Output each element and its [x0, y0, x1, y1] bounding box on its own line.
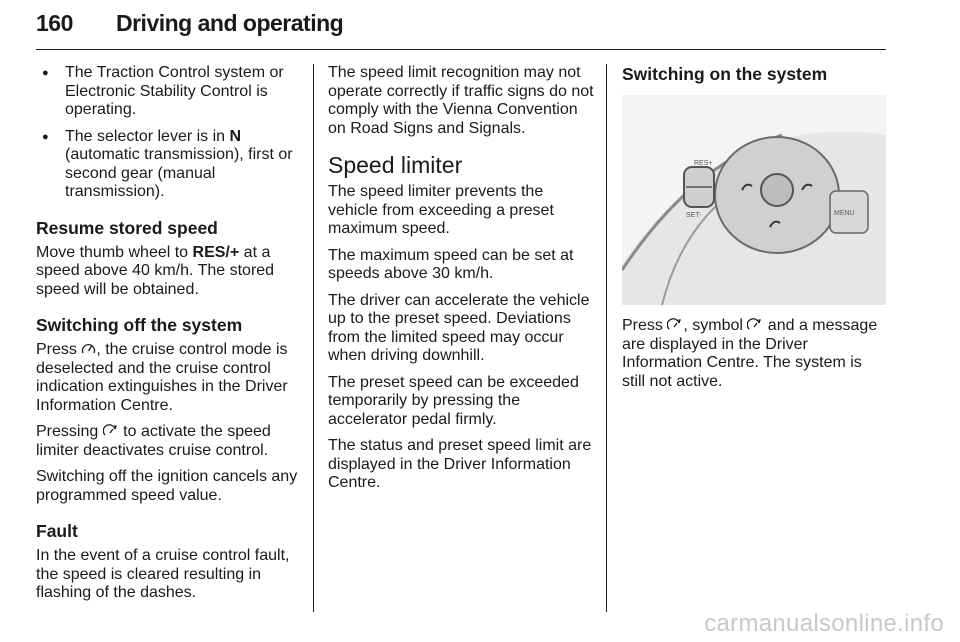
column-1 — [36, 64, 304, 611]
switching-on-paragraph: Press , symbol and a message are displayed in the Driver Information Centre. The system is still not active. — [622, 317, 878, 390]
condition-list — [36, 64, 304, 202]
cruise-control-icon — [81, 342, 96, 355]
fault-heading: Fault — [36, 521, 78, 541]
speed-limiter-heading: Speed limiter — [328, 152, 463, 178]
recognition-paragraph: The speed limit recognition may not operate correctly if traffic signs do not comply with the Vienna Convention on Road Signs and Signals. — [328, 64, 594, 137]
steering-wheel-controls-figure — [622, 95, 886, 305]
list-item: ● The selector lever is in N (automatic transmission), first or second gear (manual transmission). — [36, 128, 304, 202]
switching-on-heading: Switching on the system — [622, 64, 828, 84]
speed-limiter-icon — [103, 424, 119, 437]
limiter-paragraph: The speed limiter prevents the vehicle from exceeding a preset maximum speed. — [328, 183, 554, 237]
page-number: 160 — [36, 10, 73, 36]
pressing-paragraph: Pressing to activate the speed limiter deactivates cruise control. — [36, 423, 271, 459]
speed-limiter-icon — [747, 318, 763, 331]
header-rule — [36, 49, 886, 50]
set-minus-figure-label: SET- — [686, 212, 702, 219]
section-title: Driving and operating — [116, 10, 344, 36]
limiter-paragraph: The maximum speed can be set at speeds above 30 km/h. — [328, 246, 574, 282]
resume-stored-speed-heading: Resume stored speed — [36, 217, 218, 238]
column-3 — [622, 64, 888, 399]
switching-off-heading: Switching off the system — [36, 315, 243, 335]
column-divider — [313, 64, 314, 612]
page-header — [36, 10, 886, 50]
column-2 — [328, 64, 596, 501]
resume-paragraph: Move thumb wheel to RES/+ at a speed above 40 km/h. The stored speed will be obtained. — [36, 243, 275, 298]
ignition-paragraph: Switching off the ignition cancels any programmed speed value. — [36, 468, 298, 504]
limiter-paragraph: The driver can accelerate the vehicle up to the preset speed. Deviations from the limited speed may occur when driving downhill. — [328, 291, 590, 364]
limiter-paragraph: The status and preset speed limit are displayed in the Driver Information Centre. — [328, 437, 592, 491]
speed-limiter-icon — [667, 318, 683, 331]
column-divider — [606, 64, 607, 612]
fault-paragraph: In the event of a cruise control fault, the speed is cleared resulting in flashing of the dashes. — [36, 547, 290, 601]
gear-n-label: N — [229, 127, 242, 145]
res-plus-label: RES/+ — [192, 243, 240, 261]
limiter-paragraph: The preset speed can be exceeded temporarily by pressing the accelerator pedal firmly. — [328, 373, 579, 428]
res-plus-figure-label: RES+ — [694, 160, 713, 167]
watermark: carmanualsonline.info — [704, 610, 944, 637]
list-item: ● The Traction Control system or Electronic Stability Control is operating. — [36, 64, 304, 120]
menu-figure-label: MENU — [834, 210, 855, 217]
switching-off-paragraph: Press , the cruise control mode is deselected and the cruise control indication extinguishes in the Driver Information Centre. — [36, 341, 288, 414]
